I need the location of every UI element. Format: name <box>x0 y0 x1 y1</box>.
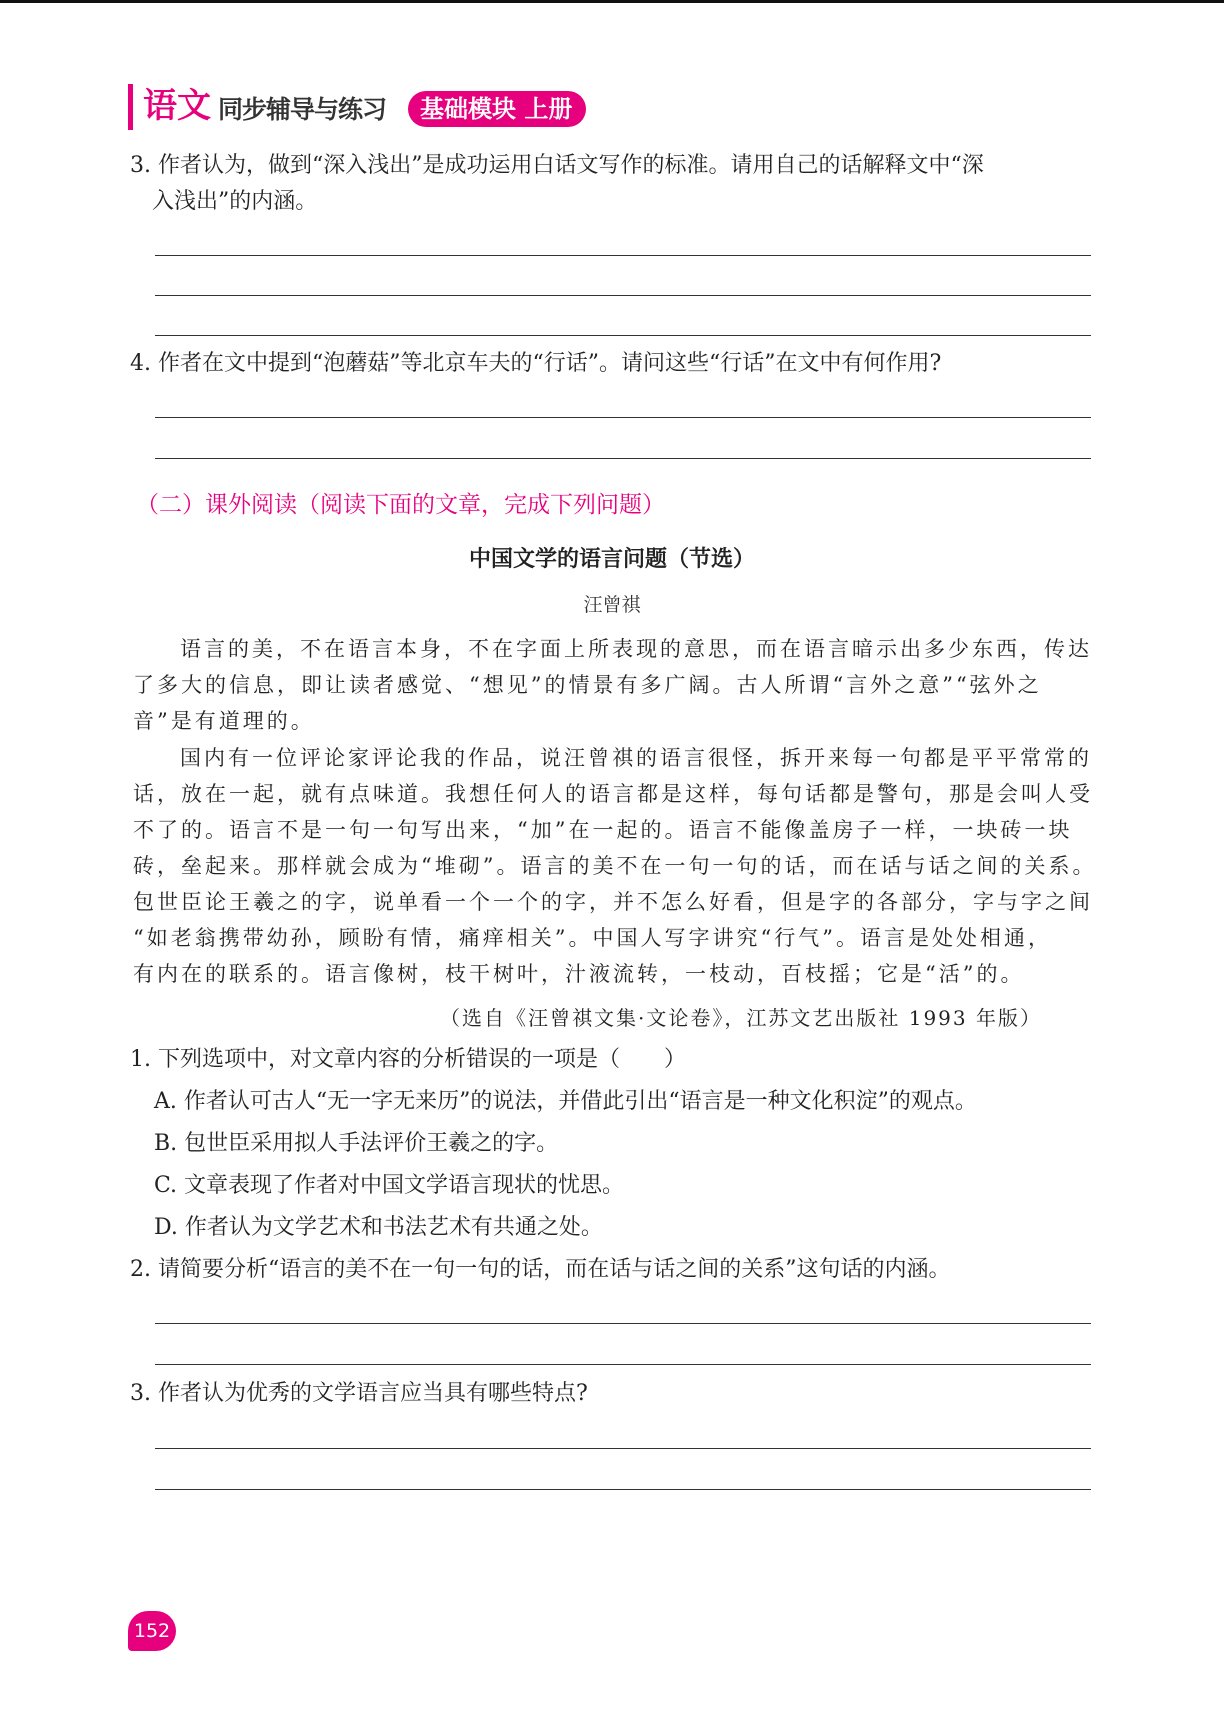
passage-line: 话，放在一起，就有点味道。我想任何人的语言都是这样，每句话都是警句，那是会叫人受 <box>133 782 1093 806</box>
header-module-badge: 基础模块 上册 <box>408 91 586 127</box>
q1-option-c[interactable]: C. 文章表现了作者对中国文学语言现状的忧思。 <box>154 1173 625 1198</box>
q1-stem: 1. 下列选项中，对文章内容的分析错误的一项是（ ） <box>130 1047 686 1072</box>
answer-line[interactable] <box>155 1448 1091 1449</box>
answer-line[interactable] <box>155 1364 1091 1365</box>
q4-line1: 4. 作者在文中提到“泡蘑菇”等北京车夫的“行话”。请问这些“行话”在文中有何作用? <box>130 351 942 376</box>
passage-line: 了多大的信息，即让读者感觉、“想见”的情景有多广阔。古人所谓“言外之意”“弦外之 <box>133 673 1042 697</box>
answer-line[interactable] <box>155 417 1091 418</box>
q3-line2: 入浅出”的内涵。 <box>152 189 318 214</box>
header-accent-bar <box>128 84 133 130</box>
q1-option-d[interactable]: D. 作者认为文学艺术和书法艺术有共通之处。 <box>154 1215 603 1240</box>
article-author: 汪曾祺 <box>583 594 641 616</box>
passage-line: 国内有一位评论家评论我的作品，说汪曾祺的语言很怪，拆开来每一句都是平平常常的 <box>180 746 1092 770</box>
passage-line: 语言的美，不在语言本身，不在字面上所表现的意思，而在语言暗示出多少东西，传达 <box>180 637 1092 661</box>
answer-line[interactable] <box>155 335 1091 336</box>
passage-line: 包世臣论王羲之的字，说单看一个一个的字，并不怎么好看，但是字的各部分，字与字之间 <box>133 890 1093 914</box>
q1-option-b[interactable]: B. 包世臣采用拟人手法评价王羲之的字。 <box>154 1131 559 1156</box>
answer-line[interactable] <box>155 1489 1091 1490</box>
q3-stem: 3. 作者认为优秀的文学语言应当具有哪些特点? <box>130 1381 588 1406</box>
passage-line: 砖，垒起来。那样就会成为“堆砌”。语言的美不在一句一句的话，而在话与话之间的关系。 <box>133 854 1097 878</box>
passage-line: 有内在的联系的。语言像树，枝干树叶，汁液流转，一枝动，百枝摇；它是“活”的。 <box>133 962 1025 986</box>
q2-stem: 2. 请简要分析“语言的美不在一句一句的话，而在话与话之间的关系”这句话的内涵。 <box>130 1257 951 1282</box>
top-border <box>0 0 1224 3</box>
answer-line[interactable] <box>155 295 1091 296</box>
article-title: 中国文学的语言问题（节选） <box>468 547 755 572</box>
answer-line[interactable] <box>155 1323 1091 1324</box>
page-number: 152 <box>128 1611 176 1651</box>
passage-line: 音”是有道理的。 <box>133 709 315 733</box>
passage-line: 不了的。语言不是一句一句写出来，“加”在一起的。语言不能像盖房子一样，一块砖一块 <box>133 818 1073 842</box>
q1-option-a[interactable]: A. 作者认可古人“无一字无来历”的说法，并借此引出“语言是一种文化积淀”的观点。 <box>154 1089 977 1114</box>
header-subject: 语文 <box>143 86 211 126</box>
article-source: （选自《汪曾祺文集·文论卷》，江苏文艺出版社 1993 年版） <box>440 1006 1042 1030</box>
header-series: 同步辅导与练习 <box>218 95 387 124</box>
q3-line1: 3. 作者认为，做到“深入浅出”是成功运用白话文写作的标准。请用自己的话解释文中“深 <box>130 153 984 178</box>
section-title: （二）课外阅读（阅读下面的文章，完成下列问题） <box>136 492 665 518</box>
answer-line[interactable] <box>155 458 1091 459</box>
passage-line: “如老翁携带幼孙，顾盼有情，痛痒相关”。中国人写字讲究“行气”。语言是处处相通， <box>133 926 1052 950</box>
answer-line[interactable] <box>155 255 1091 256</box>
